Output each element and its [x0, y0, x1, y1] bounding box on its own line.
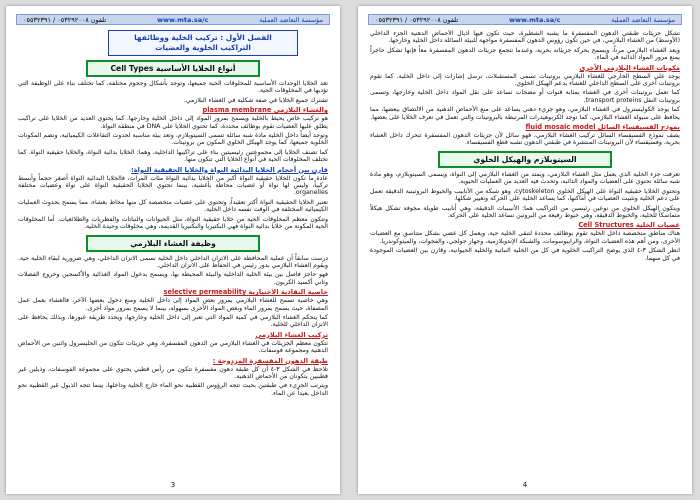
chapter-subtitle: التراكيب الخلوية والعضيات	[155, 43, 251, 52]
paragraph: ويعد الغشاء البلازمي مرناً، ويسمح بحركة جزيئاته بحرية، وعندما تتجمع جزيئات الدهون المفسفرة معاً فإنها تشكل حاجزاً يمنع مرور المواد الذائبة في الماء.	[370, 46, 680, 62]
subheading-membrane-structure: تركيب الغشاء البلازمي	[255, 330, 328, 339]
page-header	[16, 14, 330, 25]
paragraph: تشترك جميع الخلايا في صفة شكلية في الغشاء البلازمي.	[183, 96, 328, 104]
paragraph: هو تركيب خاص يحيط بالخلية ويسمح بمرور المواد إلى داخل الخلية وخارجها. كما يحتوي العديد من الخلايا على تراكيب يطلق عليها العضيات تقوم بوظائف محددة، كما تحتوي الخلايا على DNA في منطقة النواة.	[18, 115, 328, 130]
paragraph: وتحتوي الخلايا حقيقية النواة على الهيكل الخلوي cytoskeleton، وهو شبكة من الأنابيب والخيوط البروتينية الدقيقة تعمل على دعم الخلية وتثبيت العضيات في أماكنها، كما يساعد الخلية على الحركة وتغيير شكلها.	[370, 187, 680, 203]
paragraph: تتكون معظم الجزيئات في الغشاء البلازمي من الدهون المفسفرة، وهي جزيئات تتكون من الجليسرول واثنين من الأحماض الدهنية ومجموعة فوسفات.	[18, 339, 328, 355]
subheading-compare: قارن بين أحجام الخلايا البدائية النواة والخلايا الحقيقية النواة:	[131, 165, 328, 174]
paragraph: درست سابقاً أن عملية المحافظة على الاتزان الداخلي داخل الخلية تسمى الاتزان الداخلي، وهي ضرورية لبقاء الخلية حية. ويقوم الغشاء البلازمي بدور رئيس في الحفاظ على الاتزان الداخلي.	[18, 254, 328, 269]
paragraph: وتوجد أيضاً داخل الخلية مادة شبه سائلة تسمى السيتوبلازم، وتعد بيئة مناسبة لحدوث التفاعلات الكيميائية، وتضم المكونات الخلوية جميعها، كما يوجد الهيكل الخلوي المكون من بروتينات.	[18, 132, 328, 147]
paragraph: كما تعمل بروتينات أخرى في الغشاء بمثابة قنوات أو مضخات تساعد على نقل المواد داخل الخلية وخارجها، وتسمى بروتينات النقل transport proteins.	[370, 89, 680, 104]
header-phone: تلفون ٠٥٣٢٩٢٠٠٨ / ٠٥٥٣٢٣٩١	[375, 16, 459, 24]
header-phone: تلفون ٠٥٣٢٩٢٠٠٨ / ٠٥٥٣٢٣٩١	[23, 16, 107, 24]
subheading-cell-structures: عضيات الخلية Cell Structures	[578, 221, 680, 230]
page-number: 3	[170, 481, 176, 489]
paragraph: وتتكون معظم المخلوقات الحية من خلايا حقيقية النواة، مثل الحيوانات والنباتات والفطريات والطلائعيات. أما المخلوقات الحية المكونة من خلايا بدائية النواة فهي البكتيريا والبكتيريا القديمة، وهي مخلوقات وحيدة الخلية.	[18, 215, 328, 231]
chapter-title-box	[108, 30, 298, 56]
section-heading-cell-types: أنواع الخلايا الأساسية Cell Types	[86, 60, 260, 77]
paragraph: كما يوجد الكوليسترول في الغشاء البلازمي، وهو جزيء دهني يساعد على منع الأحماض الدهنية من الالتصاق ببعضها، مما يحافظ على سيولة الغشاء البلازمي، كما توجد الكربوهيدرات المرتبطة بالبروتينات والتي تعمل في تعرف الخلايا على بعضها.	[370, 106, 680, 121]
subheading-other-components: مكونات الغشاء البلازمي الأخرى	[579, 63, 680, 72]
header-url[interactable]: www.mta.sa/c	[157, 16, 209, 24]
paragraph: تعرفت جزء الخلية الذي يعمل مثل الغشاء البلازمي، ويمتد من الغشاء البلازمي إلى النواة، ويسمى السيتوبلازم، وهو مادة شبه سائلة تحتوي على العضيات والمواد الذائبة، وتحدث فيه العديد من العمليات الحيوية.	[370, 170, 680, 186]
subheading-selective-permeability: خاصية النفاذية الاختيارية selective permeability	[163, 288, 328, 297]
paragraph: ويترتب الجزيء في طبقتين بحيث تتجه الرؤوس القطبية نحو الماء خارج الخلية وداخلها، بينما تتجه الذيول غير القطبية نحو الداخل بعيداً عن الماء.	[18, 382, 328, 397]
paragraph: تعد الخلايا الوحدات الأساسية للمخلوقات الحية جميعها، وتوجد بأشكال وحجوم مختلفة، كما تختلف بناء على الوظيفة التي تؤديها في المخلوقات الحية.	[18, 80, 328, 95]
paragraph: تلاحظ في الشكل ٣-٤ أن كل طبقة دهون مفسفرة تتكون من رأس قطبي يحتوي على مجموعة الفوسفات، وذيلين غير قطبيين يتكونان من الأحماض الدهنية.	[18, 365, 328, 380]
paragraph: هناك مناطق متخصصة داخل الخلية تقوم بوظائف محددة لتبقى الخلية حية، ويعمل كل عضي بشكل متناسق مع العضيات الأخرى، ومن أهم هذه العضيات النواة، والرايبوسومات، والشبكة الإندوبلازمية، وجهاز جولجي، والفجوات، والميتوكوندريا.	[370, 230, 680, 245]
page-header	[368, 14, 682, 25]
paragraph: وهي خاصية تسمح للغشاء البلازمي بمرور بعض المواد إلى داخل الخلية ومنع دخول بعضها الآخر، فالغشاء يعمل عمل المصفاة، حيث يسمح بمرور الماء وبعض المواد الأخرى بسهولة، بينما لا يسمح بمرور مواد أخرى.	[18, 297, 328, 312]
document-page-4	[358, 6, 692, 494]
paragraph: فهو حاجز فاصل بين بيئة الخلية الداخلية والبيئة المحيطة بها، ويسمح بدخول المواد الغذائية والأكسجين وخروج الفضلات وثاني أكسيد الكربون.	[18, 271, 328, 286]
paragraph: تشكل جزيئات طبقتي الدهون المفسفرة ما يشبه الشطيرة، حيث تكون فيها أذيال الأحماض الدهنية الجزء الداخلي (الأوسط) من الغشاء البلازمي، في حين تكون رؤوس الدهون المفسفرة مواجهة للبيئة السائلة داخل الخلية وخارجها.	[370, 30, 680, 45]
page-content	[370, 30, 680, 480]
section-heading-cytoplasm: السيتوبلازم والهيكل الخلوي	[438, 151, 612, 168]
paragraph: يصف نموذج الفسيفساء السائل تركيب الغشاء البلازمي، فهو سائل لأن جزيئات الدهون المفسفرة تتحرك داخل الغشاء بحرية، وفسيفساء لأن البروتينات المنتشرة في طبقتي الدهون تشبه قطع الفسيفساء.	[370, 132, 680, 147]
document-page-3	[6, 6, 340, 494]
chapter-title: الفصل الأول : تركيب الخلية ووظائفها	[134, 33, 272, 42]
paragraph: ويتكون الهيكل الخلوي من نوعين رئيسين من التراكيب هما: الأنيبيبات الدقيقة، وهي أنابيب طويلة مجوفة تشكل هيكلاً متماسكاً للخلية، والخيوط الدقيقة، وهي خيوط رفيعة من البروتين تساعد الخلية على الحركة.	[370, 204, 680, 219]
subheading-fluid-mosaic: نموذج الفسيفساء السائل fluid mosaic model	[525, 123, 680, 132]
paragraph: كما يتحكم الغشاء البلازمي في كمية المواد التي تعبر إلى داخل الخلية وخارجها، ويحدد طريقة عبورها، وبذلك يحافظ على الاتزان الداخلي للخلية.	[18, 313, 328, 329]
header-org: مؤسسة التعاضد العملية	[259, 16, 323, 24]
paragraph: تعتبر الخلايا الحقيقية النواة أكثر تعقيداً، وتحتوي على عضيات متخصصة كل منها محاط بغشاء، مما يسمح بحدوث العمليات الكيميائية المختلفة في الوقت نفسه داخل الخلية.	[18, 198, 328, 214]
page-content	[18, 30, 328, 480]
header-url[interactable]: www.mta.sa/c	[509, 16, 561, 24]
paragraph: كما تصنف الخلايا إلى مجموعتين رئيسيتين بناء على تراكيبها الداخلية، وهما: الخلايا بدائية النواة، والخلايا حقيقية النواة. كما تختلف المخلوقات الحية في أنواع الخلايا التي تتكون منها.	[18, 148, 328, 164]
subheading-plasma-membrane: والغشاء البلازمي plasma membrane	[202, 106, 328, 115]
paragraph: انظر الشكل ٣-٤ الذي يوضح التراكيب الخلوية في كل من الخلية النباتية والخلية الحيوانية، وقارن بين العضيات الموجودة في كل منهما.	[370, 247, 680, 262]
paragraph: عادة ما تكون الخلايا حقيقية النواة أكبر من الخلايا بدائية النواة مئات المرات، فالخلايا البدائية النواة أصغر حجماً وأبسط تركيباً، وليس لها نواة أو عضيات محاطة بأغشية، بينما تحتوي الخلايا الحقيقية النواة على نواة وعضيات مختلفة organelles.	[18, 174, 328, 197]
header-org: مؤسسة التعاضد العملية	[611, 16, 675, 24]
section-heading-membrane-function: وظيفة الغشاء البلازمي	[86, 235, 260, 252]
page-number: 4	[522, 481, 528, 489]
paragraph: يوجد على السطح الخارجي للغشاء البلازمي بروتينات تسمى المستقبلات، ترسل إشارات إلى داخل الخلية. كما تقوم بروتينات أخرى على السطح الداخلي للغشاء بدعم الهيكل الخلوي.	[370, 72, 680, 88]
subheading-phospholipid-bilayer: طبقة الدهون المفسفرة المزدوجة :	[212, 356, 328, 365]
